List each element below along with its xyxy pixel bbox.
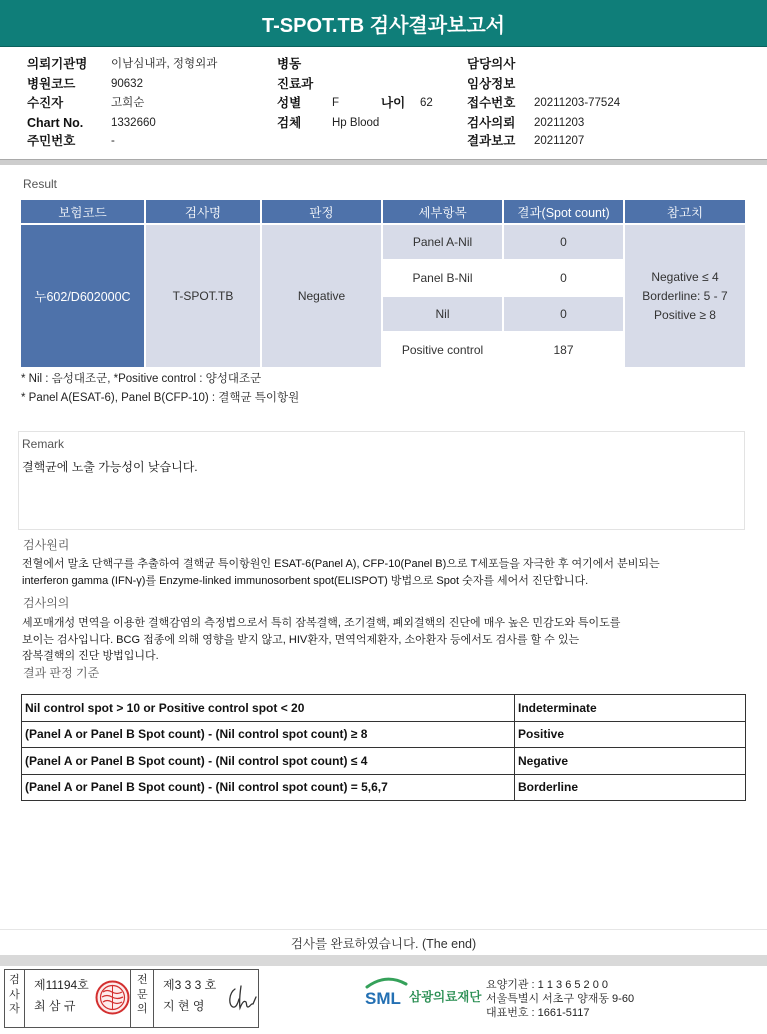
header-insurance-code: 보험코드: [21, 200, 144, 223]
principle-label: 검사원리: [23, 538, 70, 552]
age-label: 나이: [381, 96, 406, 110]
criteria-result: Borderline: [515, 774, 746, 801]
detail-item-cell: Nil: [383, 297, 502, 331]
examiner-license: 제11194호: [34, 978, 89, 992]
detail-item-cell: Positive control: [383, 333, 502, 367]
table-row: [22, 774, 746, 801]
spot-count-cell: 0: [504, 297, 623, 331]
accession-no-label: 접수번호: [467, 96, 516, 110]
logo-text: SML: [365, 989, 401, 1007]
remark-label: Remark: [22, 437, 65, 451]
report-date-value: 20211207: [534, 135, 585, 147]
report-header: [0, 0, 767, 47]
criteria-result: Negative: [515, 748, 746, 775]
insurance-code-cell: 누602/D602000C: [21, 225, 144, 367]
criteria-condition: (Panel A or Panel B Spot count) - (Nil control spot count) ≤ 4: [22, 748, 515, 775]
resident-no-value: -: [111, 135, 115, 147]
criteria-condition: Nil control spot > 10 or Positive control spot < 20: [22, 695, 515, 722]
specimen-label: 검체: [277, 116, 302, 130]
requesting-institution-label: 의뢰기관명: [27, 57, 88, 71]
criteria-condition: (Panel A or Panel B Spot count) - (Nil control spot count) = 5,6,7: [22, 774, 515, 801]
examiner-name: 최 삼 규: [34, 999, 76, 1013]
section-divider: [0, 159, 767, 165]
foundation-name: 삼광의료재단: [409, 990, 482, 1004]
specimen-value: Hp Blood: [332, 117, 380, 129]
result-table: [21, 200, 745, 367]
signature: [226, 983, 258, 1013]
patient-name-label: 수진자: [27, 96, 64, 110]
significance-line: 세포매개성 면역을 이용한 결핵감염의 측정법으로서 특히 잠복결핵, 조기결핵, 폐외결핵의 진단에 매우 높은 민감도와 특이도를: [22, 617, 621, 629]
criteria-table: [21, 694, 746, 801]
sex-label: 성별: [277, 96, 302, 110]
criteria-condition: (Panel A or Panel B Spot count) - (Nil control spot count) ≥ 8: [22, 721, 515, 748]
resident-no-label: 주민번호: [27, 134, 76, 148]
end-divider: [0, 929, 767, 930]
examiner-label: 검사자: [5, 970, 25, 1027]
chart-no-value: 1332660: [111, 117, 156, 129]
requesting-institution-value: 이남심내과, 정형외과: [111, 58, 218, 70]
footnote-antigens: * Panel A(ESAT-6), Panel B(CFP-10) : 결핵균 특이항원: [21, 392, 300, 404]
request-date-value: 20211203: [534, 117, 585, 129]
signature-box: [4, 969, 259, 1028]
reference-range-cell: [625, 225, 745, 367]
header-judgment: 판정: [262, 200, 381, 223]
report-title: T-SPOT.TB 검사결과보고서: [261, 15, 506, 37]
criteria-result: Indeterminate: [515, 695, 746, 722]
age-value: 62: [420, 97, 433, 109]
department-label: 진료과: [277, 77, 314, 91]
address: 서울특별시 서초구 양재동 9-60: [486, 993, 635, 1005]
footnote-controls: * Nil : 음성대조군, *Positive control : 양성대조군: [21, 373, 262, 385]
hospital-code-value: 90632: [111, 78, 143, 90]
institution-number: 요양기관 : 1 1 3 6 5 2 0 0: [486, 979, 609, 991]
remark-box: [18, 431, 745, 530]
table-row: [22, 721, 746, 748]
table-row: [22, 748, 746, 775]
reference-positive: Positive ≥ 8: [654, 307, 716, 322]
test-name-cell: T-SPOT.TB: [146, 225, 260, 367]
specialist-label: 전문의: [130, 970, 154, 1027]
attending-physician-label: 담당의사: [467, 57, 516, 71]
reference-negative: Negative ≤ 4: [651, 269, 719, 284]
principle-line: interferon gamma (IFN-γ)를 Enzyme-linked immunosorbent spot(ELISPOT) 방법으로 Spot 숫자를 세어서 진단합니다.: [22, 575, 589, 587]
header-reference: 참고치: [625, 200, 745, 223]
spot-count-cell: 187: [504, 333, 623, 367]
significance-label: 검사의의: [23, 596, 70, 610]
spot-count-cell: 0: [504, 225, 623, 259]
accession-no-value: 20211203-77524: [534, 97, 621, 109]
phone-number: 대표번호 : 1661-5117: [486, 1007, 590, 1019]
detail-item-cell: Panel B-Nil: [383, 261, 502, 295]
ward-label: 병동: [277, 57, 302, 71]
header-detail-item: 세부항목: [383, 200, 502, 223]
seal-stamp: [95, 980, 130, 1015]
hospital-code-label: 병원코드: [27, 77, 76, 91]
specialist-license: 제3 3 3 호: [163, 978, 217, 992]
table-row: [22, 695, 746, 722]
end-text: 검사를 완료하였습니다. (The end): [290, 937, 477, 951]
detail-item-cell: Panel A-Nil: [383, 225, 502, 259]
judgment-cell: Negative: [262, 225, 381, 367]
footer-divider: [0, 955, 767, 966]
significance-line: 잠복결핵의 진단 방법입니다.: [22, 650, 159, 662]
header-test-name: 검사명: [146, 200, 260, 223]
report-date-label: 결과보고: [467, 134, 516, 148]
principle-line: 전혈에서 말초 단핵구를 추출하여 결핵균 특이항원인 ESAT-6(Panel A), CFP-10(Panel B)으로 T세포들을 자극한 후 여기에서 분비되는: [22, 558, 660, 570]
sex-value: F: [332, 97, 340, 109]
sml-logo: [364, 975, 408, 1007]
result-section-label: Result: [23, 177, 58, 191]
patient-name-value: 고희순: [111, 97, 145, 109]
specialist-name: 지 현 영: [163, 999, 205, 1013]
significance-line: 보이는 검사입니다. BCG 접종에 의해 영향을 받지 않고, HIV환자, 면역억제환자, 소아환자 등에서도 검사를 할 수 있는: [22, 634, 580, 646]
request-date-label: 검사의뢰: [467, 116, 516, 130]
criteria-result: Positive: [515, 721, 746, 748]
spot-count-cell: 0: [504, 261, 623, 295]
criteria-label: 결과 판정 기준: [23, 666, 100, 680]
remark-text: 결핵균에 노출 가능성이 낮습니다.: [22, 460, 198, 474]
chart-no-label: Chart No.: [27, 116, 84, 130]
reference-borderline: Borderline: 5 - 7: [642, 288, 728, 303]
header-spot-count: 결과(Spot count): [504, 200, 623, 223]
clinical-info-label: 임상정보: [467, 77, 516, 91]
